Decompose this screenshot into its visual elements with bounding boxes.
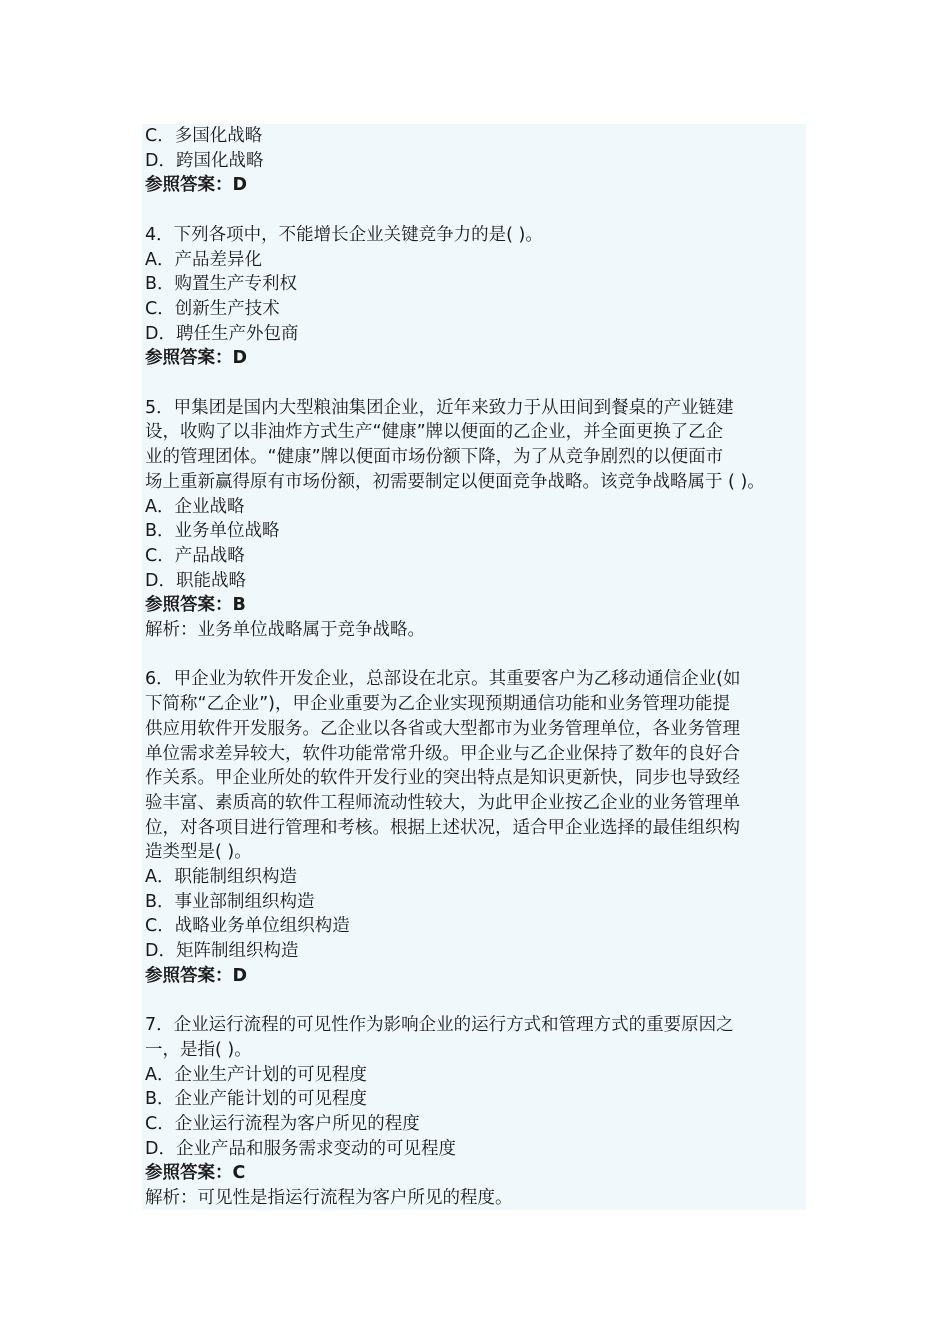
answer-option: D．矩阵制组织构造 — [145, 941, 299, 962]
answer-option: A．企业战略 — [145, 496, 245, 517]
reference-answer: 参照答案：C — [145, 1163, 246, 1184]
answer-option: C．创新生产技术 — [145, 298, 280, 319]
answer-option: B．业务单位战略 — [145, 521, 280, 542]
answer-option: C．多国化战略 — [145, 126, 263, 146]
answer-analysis: 解析：可见性是指运行流程为客户所见的程度。 — [145, 1188, 513, 1209]
answer-option: D．聘任生产外包商 — [145, 323, 299, 344]
question-stem-line: 7．企业运行流程的可见性作为影响企业的运行方式和管理方式的重要原因之 — [145, 1015, 734, 1036]
question-stem-line: 位，对各项目进行管理和考核。根据上述状况，适合甲企业选择的最佳组织构 — [145, 817, 740, 838]
answer-option: A．职能制组织构造 — [145, 867, 297, 888]
question-stem-line: 作关系。甲企业所处的软件开发行业的突出特点是知识更新快，同步也导致经 — [145, 768, 740, 789]
question-stem-line: 4．下列各项中，不能增长企业关键竞争力的是( )。 — [145, 224, 543, 245]
answer-option: A．企业生产计划的可见程度 — [145, 1064, 367, 1085]
reference-answer: 参照答案：D — [145, 965, 248, 986]
answer-option: C．企业运行流程为客户所见的程度 — [145, 1114, 420, 1135]
question-stem-line: 单位需求差异较大，软件功能常常升级。甲企业与乙企业保持了数年的良好合 — [145, 743, 740, 764]
question-stem-line: 验丰富、素质高的软件工程师流动性较大，为此甲企业按乙企业的业务管理单 — [145, 792, 740, 813]
question-block — [145, 396, 805, 643]
question-stem-line: 业的管理团体。“健康”牌以便面市场份额下降，为了从竞争剧烈的以便面市 — [145, 447, 724, 468]
answer-option: D．跨国化战略 — [145, 150, 264, 171]
question-stem-line: 供应用软件开发服务。乙企业以各省或大型都市为业务管理单位，各业务管理 — [145, 718, 740, 739]
question-stem-line: 下简称“乙企业”)，甲企业重要为乙企业实现预期通信功能和业务管理功能提 — [145, 694, 730, 715]
question-stem-line: 场上重新赢得原有市场份额，初需要制定以便面竞争战略。该竞争战略属于 ( )。 — [145, 471, 765, 492]
answer-option: C．产品战略 — [145, 545, 245, 566]
answer-option: D．职能战略 — [145, 570, 246, 591]
document-content — [145, 124, 805, 1211]
question-stem-line: 5．甲集团是国内大型粮油集团企业，近年来致力于从田间到餐桌的产业链建 — [145, 397, 734, 418]
answer-option: C．战略业务单位组织构造 — [145, 916, 350, 937]
question-stem-line: 设，收购了以非油炸方式生产“健康”牌以便面的乙企业，并全面更换了乙企 — [145, 422, 724, 443]
answer-option: B．事业部制组织构造 — [145, 891, 315, 912]
question-stem-line: 造类型是( )。 — [145, 842, 252, 863]
question-stem-line: 一，是指( )。 — [145, 1039, 252, 1060]
reference-answer: 参照答案：B — [145, 595, 246, 616]
question-block — [145, 223, 805, 371]
question-block — [145, 667, 805, 988]
reference-answer: 参照答案：D — [145, 348, 248, 369]
answer-analysis: 解析：业务单位战略属于竞争战略。 — [145, 620, 425, 641]
answer-option: B．购置生产专利权 — [145, 274, 298, 295]
question-stem-line: 6．甲企业为软件开发企业，总部设在北京。其重要客户为乙移动通信企业(如 — [145, 669, 741, 690]
reference-answer: 参照答案：D — [145, 175, 248, 196]
answer-option: B．企业产能计划的可见程度 — [145, 1089, 368, 1110]
answer-option: D．企业产品和服务需求变动的可见程度 — [145, 1138, 456, 1159]
answer-option: A．产品差异化 — [145, 249, 262, 270]
question-block — [145, 1013, 805, 1211]
question-block — [145, 124, 805, 198]
